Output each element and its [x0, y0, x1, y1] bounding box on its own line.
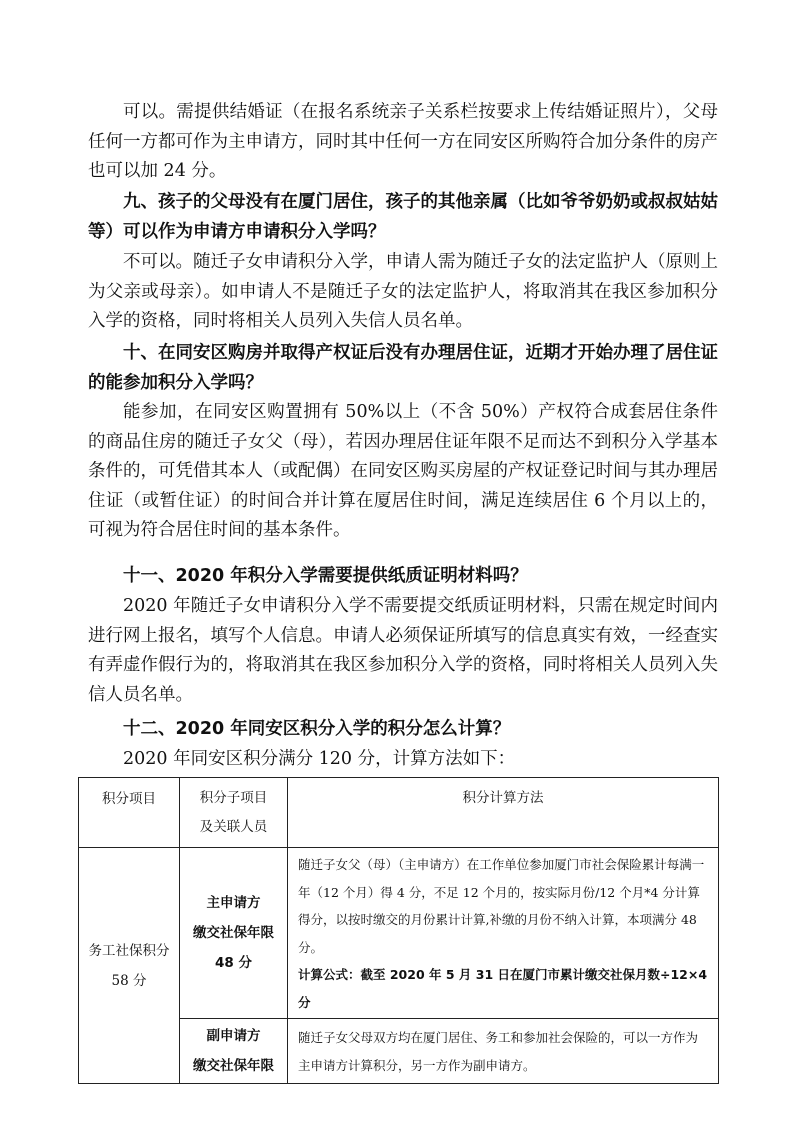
header-method: 积分计算方法: [288, 778, 719, 848]
answer-paragraph-8: 可以。需提供结婚证（在报名系统亲子关系栏按要求上传结婚证照片），父母任何一方都可作为主申请方，同时其中任何一方在同安区所购符合加分条件的房产也可以加 24 分。: [88, 102, 718, 181]
score-table: [78, 777, 719, 1084]
question-12: 十二、2020 年同安区积分入学的积分怎么计算？: [123, 719, 511, 739]
group-name: 务工社保积分: [88, 942, 170, 959]
sub-item-cell: 主申请方 缴交社保年限 48 分: [180, 848, 288, 1019]
method-text: 随迁子女父母双方均在厦门居住、务工和参加社会保险的，可以一方作为主申请方计算积分，另一方作为副申请方。: [298, 1030, 699, 1073]
answer-paragraph-9: 不可以。随迁子女申请积分入学，申请人需为随迁子女的法定监护人（原则上为父亲或母亲）。如申请人不是随迁子女的法定监护人，将取消其在我区参加积分入学的资格，同时将相关人员列入失信人员名单。: [88, 252, 718, 331]
method-cell: [288, 848, 719, 1019]
group-score: 58 分: [111, 972, 147, 989]
method-text: 随迁子女父（母）（主申请方）在工作单位参加厦门市社会保险累计每满一年（12 个月）得 4 分，不足 12 个月的，按实际月份/12 个月*4 分计算得分，以按时缴交的月份累计计算,补缴的月份不纳入计算，本项满分 48 分。: [298, 857, 705, 955]
header-sub-item: 积分子项目及关联人员: [180, 778, 288, 848]
formula-text: 计算公式：截至 2020 年 5 月 31 日在厦门市累计缴交社保月数÷12×4 分: [298, 967, 708, 1010]
table-header-row: [79, 778, 719, 848]
question-9: 九、孩子的父母没有在厦门居住，孩子的其他亲属（比如爷爷奶奶或叔叔姑姑等）可以作为申请方申请积分入学吗？: [88, 192, 718, 242]
answer-paragraph-11: 2020 年随迁子女申请积分入学不需要提交纸质证明材料，只需在规定时间内进行网上报名，填写个人信息。申请人必须保证所填写的信息真实有效，一经查实有弄虚作假行为的，将取消其在我区参加积分入学的资格，同时将相关人员列入失信人员名单。: [88, 596, 718, 705]
answer-paragraph-10: 能参加，在同安区购置拥有 50%以上（不含 50%）产权符合成套居住条件的商品住房的随迁子女父（母），若因办理居住证年限不足而达不到积分入学基本条件的，可凭借其本人（或配偶）在同安区购买房屋的产权证登记时间与其办理居住证（或暂住证）的时间合并计算在厦居住时间，满足连续居住 6 个月以上的，可视为符合居住时间的基本条件。: [88, 402, 718, 540]
table-row: [79, 848, 719, 1019]
header-item: 积分项目: [79, 778, 180, 848]
question-10: 十、在同安区购房并取得产权证后没有办理居住证，近期才开始办理了居住证的能参加积分入学吗？: [88, 343, 718, 393]
answer-paragraph-12: 2020 年同安区积分满分 120 分，计算方法如下：: [123, 749, 516, 769]
sub-item-cell: 副申请方 缴交社保年限: [180, 1019, 288, 1084]
question-11: 十一、2020 年积分入学需要提供纸质证明材料吗？: [123, 566, 528, 586]
method-cell: [288, 1019, 719, 1084]
group-cell: [79, 848, 180, 1084]
